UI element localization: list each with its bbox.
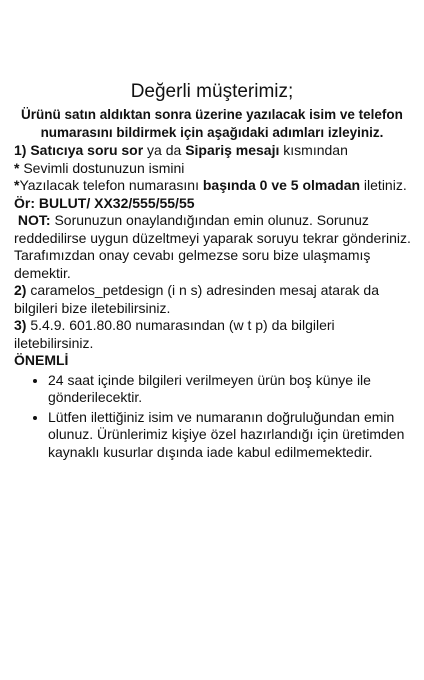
important-heading: ÖNEMLİ — [14, 352, 69, 368]
step-1-order-message: Sipariş mesajı — [185, 142, 280, 158]
note-paragraph — [14, 212, 412, 282]
item-phone-text: Yazılacak telefon numarasını — [19, 177, 203, 193]
step-1-tail: kısmından — [279, 142, 348, 158]
page-title: Değerli müşterimiz; — [130, 81, 294, 102]
step-2-text: caramelos_petdesign (i n s) adresinden mesaj atarak da bilgileri bize iletebilirsiniz. — [14, 282, 379, 316]
important-list — [14, 372, 412, 462]
step-1-or: ya da — [143, 142, 186, 158]
list-item: • 24 saat içinde bilgileri verilmeyen ürün boş künye ile gönderilecektir. — [48, 372, 412, 407]
step-3-text: 5.4.9. 601.80.80 numarasından (w t p) da bilgileri iletebilirsiniz. — [14, 317, 335, 351]
document-page — [0, 80, 424, 680]
instructions — [8, 142, 416, 461]
item-phone-bold: başında 0 ve 5 olmadan — [202, 177, 361, 193]
asterisk: * — [14, 159, 20, 176]
step-3-number: 3) — [14, 317, 27, 333]
step-3 — [14, 317, 412, 352]
item-pet-name — [14, 160, 412, 178]
note-label: NOT: — [17, 212, 51, 228]
intro-text: Ürünü satın aldıktan sonra üzerine yazılacak isim ve telefon numarasını bildirmek için aşağıdaki adımları izleyiniz. — [21, 107, 403, 140]
list-item: • Lütfen ilettiğiniz isim ve numaranın doğruluğundan emin olunuz. Ürünlerimiz kişiye özel hazırlandığı için üretimden kaynaklı kusurlar dışında iade kabul edilmemektedir. — [48, 409, 412, 462]
item-phone-tail: iletiniz. — [360, 177, 407, 193]
step-2 — [14, 282, 412, 317]
step-1-ask-seller: Satıcıya soru sor — [30, 142, 144, 158]
item-pet-text: Sevimli dostunuzun ismini — [19, 159, 185, 176]
note-text: Sorunuzun onaylandığından emin olunuz. Sorunuz reddedilirse uygun düzeltmeyi yaparak soruyu tekrar gönderiniz. Tarafımızdan onay cevabı gelmezse soru bize ulaşmamış demektir. — [14, 212, 411, 281]
item-phone — [14, 177, 412, 195]
asterisk: * — [14, 177, 20, 193]
step-2-number: 2) — [14, 282, 27, 298]
step-1 — [14, 142, 412, 160]
step-1-number: 1) — [14, 142, 27, 158]
example-line: Ör: BULUT/ XX32/555/55/55 — [14, 194, 195, 211]
